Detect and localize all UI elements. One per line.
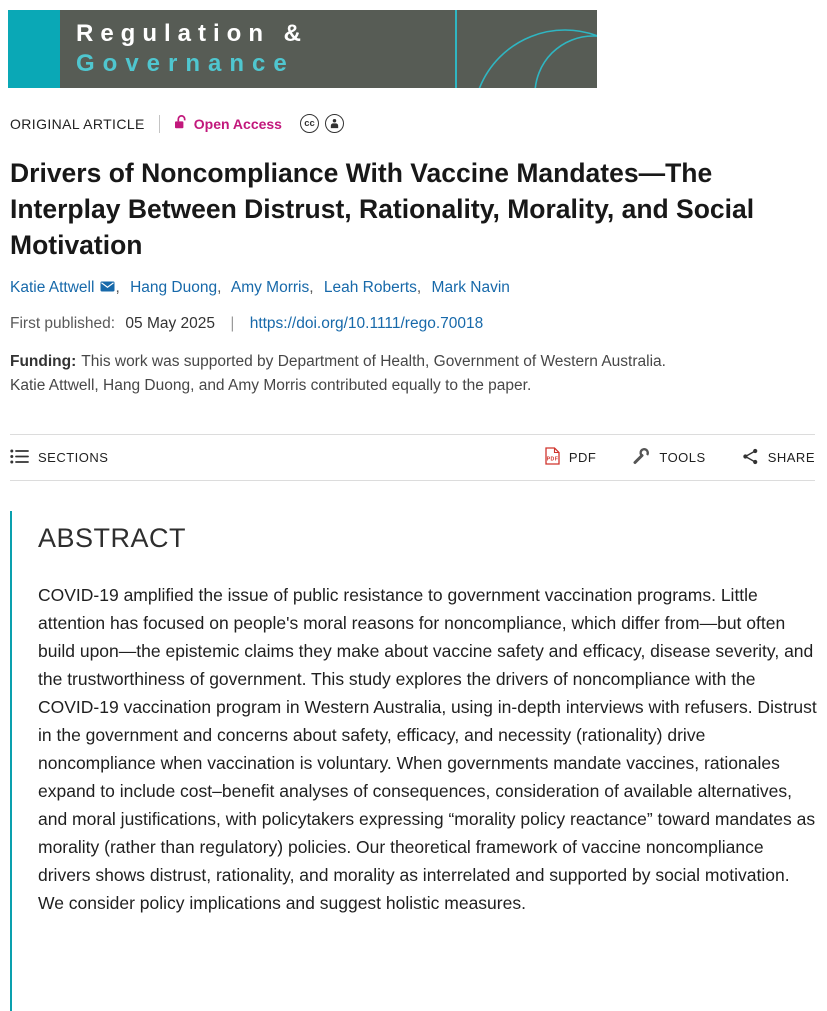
first-published-label: First published: xyxy=(10,315,116,332)
pdf-icon xyxy=(545,447,560,468)
author-link[interactable]: Amy Morris xyxy=(230,279,310,296)
funding-label: Funding: xyxy=(10,353,77,370)
abstract-section xyxy=(10,511,827,1011)
author-link[interactable]: Mark Navin xyxy=(431,279,510,296)
share-icon xyxy=(742,448,759,468)
doi-link[interactable]: https://doi.org/10.1111/rego.70018 xyxy=(249,315,484,332)
banner-decoration-arcs xyxy=(447,10,597,88)
article-toolbar xyxy=(10,434,815,481)
open-access-link[interactable] xyxy=(174,115,282,133)
toolbar-actions xyxy=(545,447,815,468)
cc-by-icon xyxy=(325,114,344,133)
tools-label: TOOLS xyxy=(659,450,706,465)
author-link[interactable]: Hang Duong xyxy=(130,279,218,296)
svg-text:PDF: PDF xyxy=(546,456,559,463)
authors-line xyxy=(10,279,815,297)
journal-name-line1: Regulation & xyxy=(76,20,308,47)
pdf-button[interactable] xyxy=(545,447,597,468)
author-separator: , xyxy=(217,279,222,296)
article-meta-row xyxy=(10,114,815,133)
author-link[interactable]: Katie Attwell xyxy=(10,279,95,296)
pub-divider: | xyxy=(230,315,235,332)
share-label: SHARE xyxy=(767,450,815,465)
email-icon[interactable] xyxy=(100,279,115,296)
funding-text-line1: This work was supported by Department of Health, Government of Western Australia. xyxy=(81,353,666,370)
abstract-paragraph: COVID-19 amplified the issue of public resistance to government vaccination programs. Little attention has focused on people's moral reasons for noncompliance, which differ from—but often build upon—the epistemic claims they make about vaccine safety and efficacy, disease severity, and the trustworthiness of government. This study explores the drivers of noncompliance with the COVID-19 vaccination program in Western Australia, using in-depth interviews with refusers. Distrust in the government and concerns about safety, efficacy, and necessity (rationality) drive noncompliance when vaccination is voluntary. When governments mandate vaccines, rationales expand to include cost–benefit analyses of consequences, consideration of available alternatives, and moral justifications, with policytakers expressing “morality policy reactance” toward mandates as morality (rather than regulatory) policies. Our theoretical framework of vaccine noncompliance drivers shows distrust, rationality, and morality as interrelated and supported by social motivation. We consider policy implications and suggest holistic measures. xyxy=(38,585,817,913)
pdf-label: PDF xyxy=(568,450,597,465)
journal-name-line2: Governance xyxy=(76,50,295,77)
tools-button[interactable] xyxy=(632,447,705,468)
share-button[interactable] xyxy=(742,448,815,468)
open-lock-icon xyxy=(174,115,187,133)
article-title: Drivers of Noncompliance With Vaccine Mandates—The Interplay Between Distrust, Rationality, Morality, and Social Motivation xyxy=(10,158,755,260)
open-access-label: Open Access xyxy=(193,115,282,132)
meta-divider xyxy=(159,115,160,133)
author-separator: , xyxy=(115,279,120,296)
banner-teal-bar xyxy=(8,10,60,88)
journal-logo xyxy=(76,19,308,79)
article-type-label: ORIGINAL ARTICLE xyxy=(10,115,145,132)
cc-icon: cc xyxy=(300,114,319,133)
first-published-date: 05 May 2025 xyxy=(125,315,216,332)
funding-text-line2: Katie Attwell, Hang Duong, and Amy Morris contributed equally to the paper. xyxy=(10,377,532,394)
publication-info-line xyxy=(10,315,815,333)
author-separator: , xyxy=(309,279,314,296)
cc-license-link[interactable] xyxy=(300,114,344,133)
abstract-heading: ABSTRACT xyxy=(38,523,187,553)
sections-list-icon xyxy=(10,449,29,467)
wrench-icon xyxy=(632,447,650,468)
sections-label: SECTIONS xyxy=(38,450,109,465)
journal-banner[interactable] xyxy=(8,10,597,88)
funding-note xyxy=(10,350,815,398)
author-separator: , xyxy=(416,279,422,296)
sections-button[interactable] xyxy=(10,449,108,467)
author-link[interactable]: Leah Roberts xyxy=(323,279,417,296)
